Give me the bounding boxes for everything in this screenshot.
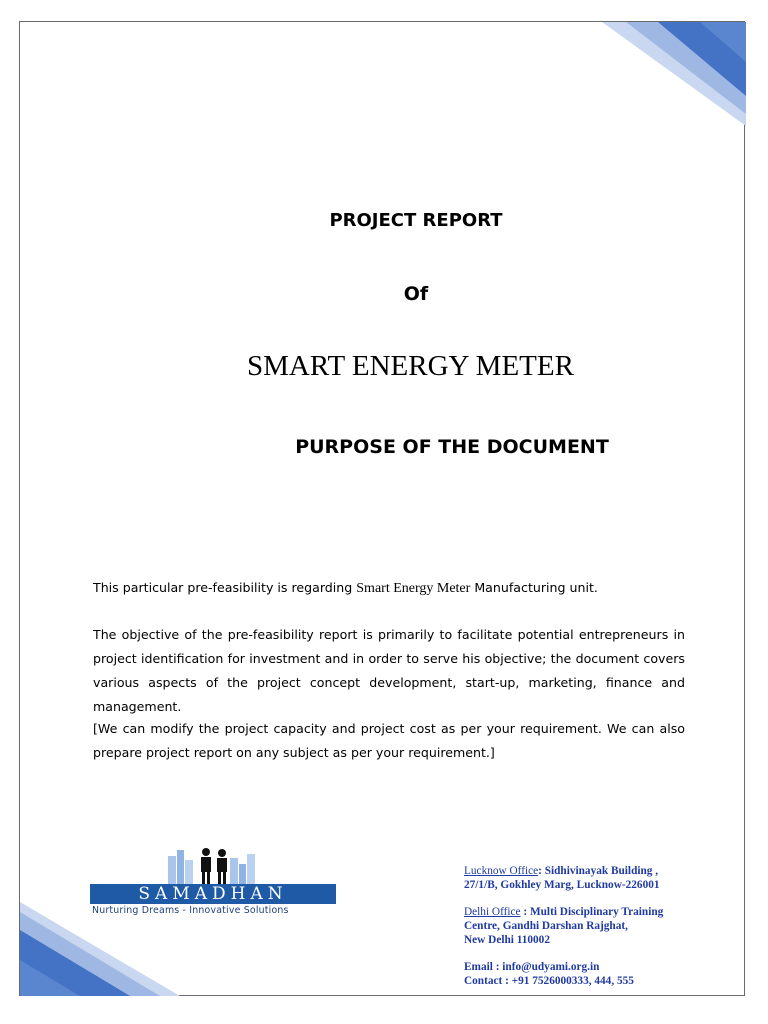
- corner-decoration-top-right: [596, 22, 746, 126]
- customization-paragraph: [We can modify the project capacity and project cost as per your requirement. We can also prepare project report on any subject as per your requirement.]: [93, 721, 685, 760]
- intro-paragraph: This particular pre-feasibility is regarding Smart Energy Meter Manufacturing unit.: [93, 580, 598, 596]
- report-title-of: Of: [403, 283, 429, 305]
- logo-tagline: Nurturing Dreams - Innovative Solutions: [92, 905, 289, 916]
- report-title: PROJECT REPORT: [329, 210, 503, 231]
- skyline-people-icon: [164, 846, 264, 886]
- lucknow-office-label: Lucknow Office: [464, 865, 539, 877]
- delhi-office-label: Delhi Office: [464, 906, 521, 918]
- section-heading: PURPOSE OF THE DOCUMENT: [295, 436, 609, 458]
- contact-details: [464, 960, 634, 988]
- email-text: Email : info@udyami.org.in: [464, 961, 600, 973]
- product-name: Smart Energy Meter: [356, 581, 471, 596]
- lucknow-office-address: Lucknow Office: Sidhivinayak Building , 27/1/B, Gokhley Marg, Lucknow-226001: [464, 865, 660, 891]
- delhi-office-address: Delhi Office : Multi Disciplinary Training Centre, Gandhi Darshan Rajghat, New Delhi 110002: [464, 906, 664, 946]
- objective-paragraph: The objective of the pre-feasibility report is primarily to facilitate potential entrepreneurs in project identification for investment and in order to serve his objective; the document covers various aspects of the project concept development, start-up, marketing, finance and management.: [93, 627, 685, 714]
- samadhan-logo: [90, 846, 340, 916]
- phone-text: Contact : +91 7526000333, 444, 555: [464, 975, 634, 987]
- corner-decoration-bottom-left: [20, 902, 180, 996]
- project-name: SMART ENERGY METER: [247, 350, 574, 382]
- logo-wordmark: SAMADHAN: [90, 884, 336, 904]
